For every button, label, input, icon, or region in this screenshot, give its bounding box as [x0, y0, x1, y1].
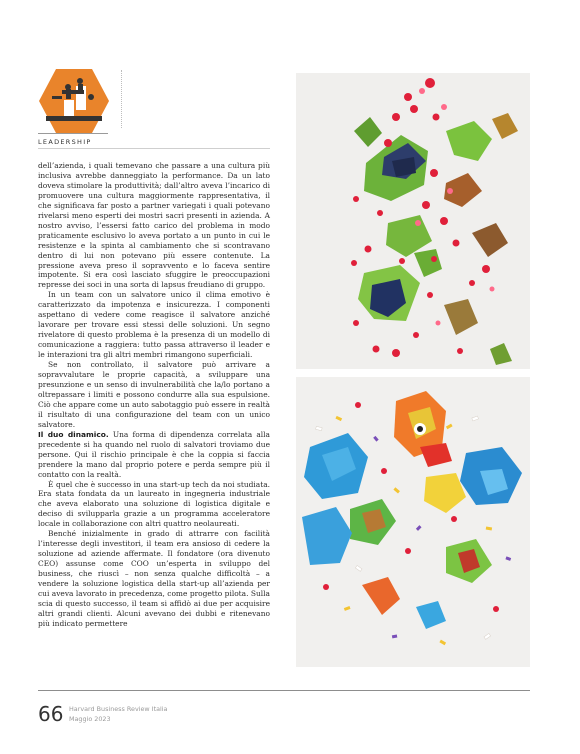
column-rule: [38, 148, 270, 149]
publication-name: Harvard Business Review Italia: [69, 705, 168, 713]
paragraph: dell’azienda, i quali temevano che passare a una cultura più inclusiva avrebbe danneggiato la performance. Da un lato doveva stimolare la produttività; dall’altro aveva l’incarico di promuovere una cultura maggiormente rappresentativa, il che significava far posto a partner variegati i quali potevano rivelarsi meno esperti dei mostri sacri presenti in azienda. A nostro avviso, l’essersi fatto carico del problema in modo praticamente esclusivo lo aveva portato a un punto in cui le resistenze e la spinta al cambiamento che si scontravano dentro di lui non potevano più essere contenute. La pressione aveva preso il sopravvento e lo faceva sentire impotente. Si era così lasciato sfuggire le preoccupazioni represse dei soci in una sorta di lapsus freudiano di gruppo.: [38, 161, 270, 290]
footer-rule: [38, 690, 530, 691]
run-in-heading: Il duo dinamico.: [38, 429, 109, 439]
publication-date: Maggio 2023: [69, 715, 111, 723]
header-divider: [121, 70, 122, 128]
leadership-hexagon-icon: [38, 68, 110, 134]
section-label: LEADERSHIP: [38, 138, 92, 146]
paragraph-text: Una forma di dipendenza correlata alla precedente si ha quando nel ruolo di salvatori troviamo due persone. Qui il rischio principale è che la coppia si faccia prendere la mano dal proprio potere e perda sempre più il contatto con la realtà.: [38, 429, 270, 479]
header-rule: [38, 133, 108, 134]
paragraph: [38, 430, 270, 480]
section-header: [34, 66, 116, 148]
photo-pinata-colorful: [296, 377, 530, 667]
paragraph: Benché inizialmente in grado di attrarre con facilità l’interesse degli investitori, il team era ansioso di cedere la soluzione ad aziende affermate. Il fondatore (ora divenuto CEO) assunse come COO un’esperta in sviluppo del business, che riuscì – non senza qualche difficoltà – a vendere la soluzione logistica della start-up all’azienda per cui aveva lavorato in precedenza, come progetto pilota. Sulla scia di questo successo, il team si affidò ai due per acquisire altri grandi clienti. Alcuni avevano dei dubbi e ritenevano più indicato permettere: [38, 529, 270, 628]
photo-pinata-green: [296, 73, 530, 369]
paragraph: Se non controllato, il salvatore può arrivare a sopravvalutare le proprie capacità, a sviluppare una presunzione e un senso di invulnerabilità che la/lo portano a oltrepassare i limiti e possono condurre alla sua espulsione. Ciò che appare come un auto sabotaggio può essere in realtà il risultato di una configurazione del team con un unico salvatore.: [38, 360, 270, 429]
article-body: [38, 161, 270, 629]
page-number: 66: [38, 702, 64, 726]
paragraph: È quel che è successo in una start-up tech da noi studiata. Era stata fondata da un laureato in ingegneria industriale che aveva elaborato una soluzione di logistica digitale e deciso di svilupparla grazie a un programma acceleratore locale in collaborazione con altri quattro neolaureati.: [38, 479, 270, 529]
paragraph: In un team con un salvatore unico il clima emotivo è caratterizzato da impotenza e insicurezza. I componenti aspettano di vedere come reagisce il salvatore anziché lavorare per trovare essi stessi delle soluzioni. Un segno rivelatore di questo problema è la presenza di un modello di comunicazione a raggiera: tutto passa attraverso il leader e le interazioni tra gli altri membri rimangono superficiali.: [38, 290, 270, 360]
